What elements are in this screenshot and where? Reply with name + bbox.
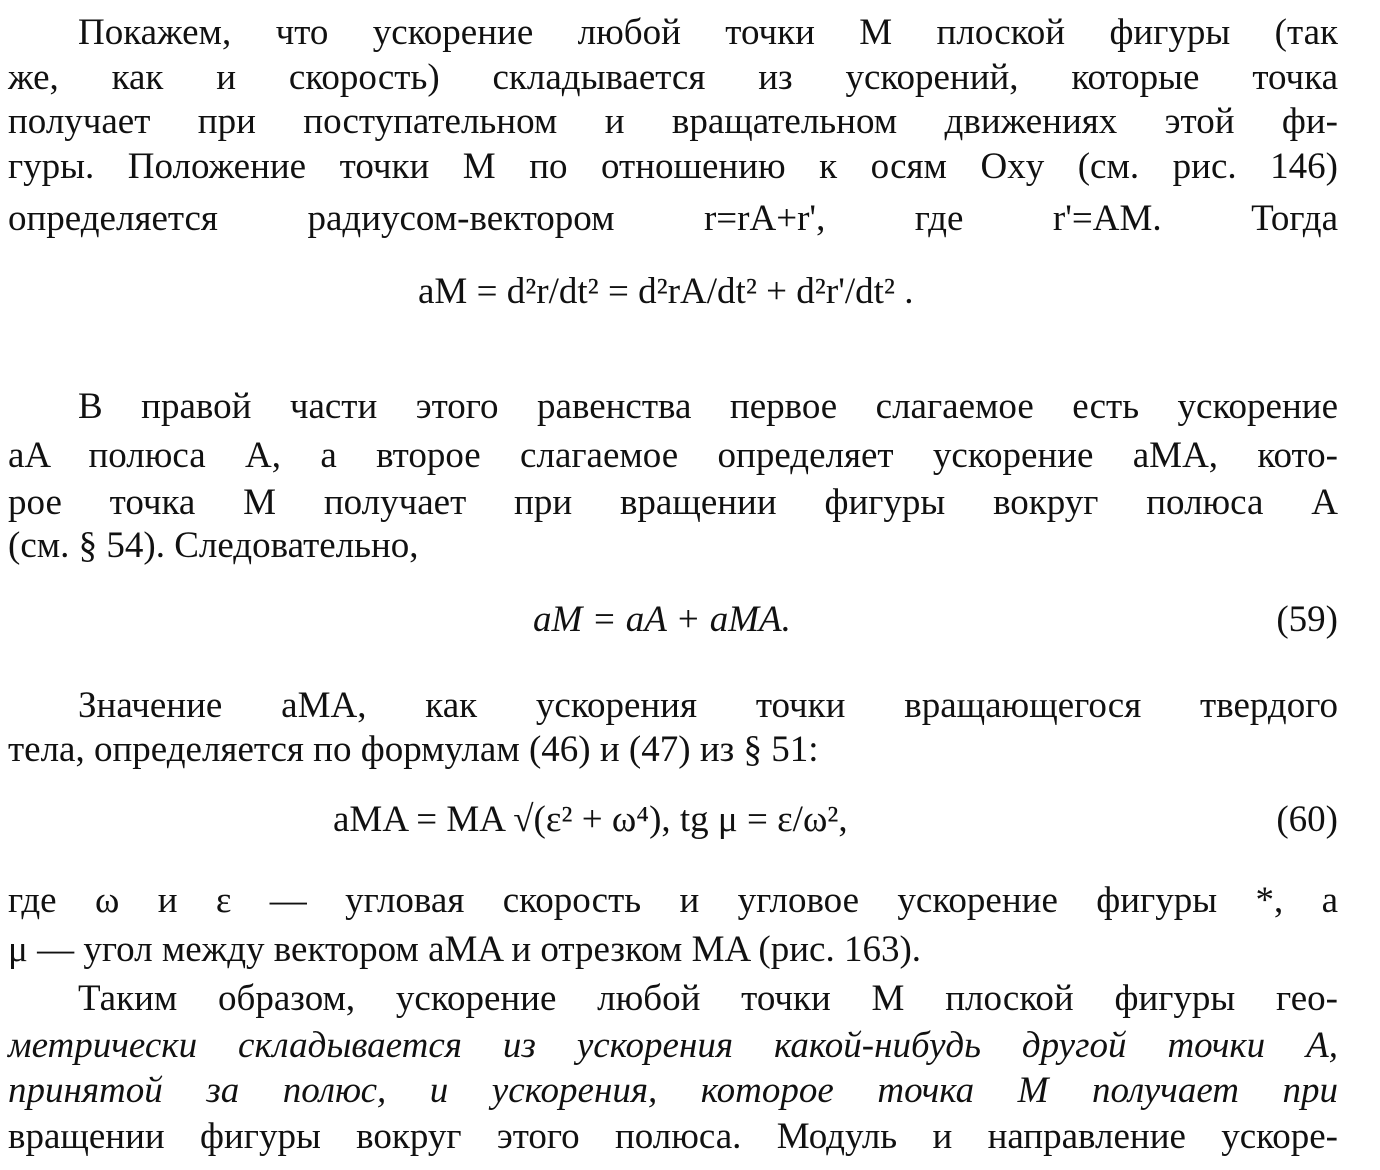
p4-line-2: μ — угол между вектором aMA и отрезком MA (рис. 163). [8,929,922,970]
p2-line-1: В правой части этого равенства первое слагаемое есть ускорение [78,386,1338,427]
p1-line-4: гуры. Положение точки M по отношению к осям Oxy (см. рис. 146) [8,146,1338,187]
p3-line-1: Значение aMA, как ускорения точки вращающегося твердого [78,685,1338,726]
p1-line-2: же, как и скорость) складывается из ускорений, которые точка [8,57,1338,98]
equation-acceleration-derivative: aM = d²r/dt² = d²rA/dt² + d²r'/dt² . [418,271,914,312]
equation-number-59: (59) [1276,599,1338,640]
equation-number-60: (60) [1276,799,1338,840]
p2-line-3: рое точка M получает при вращении фигуры вокруг полюса A [8,482,1338,523]
p1-line-3: получает при поступательном и вращательном движениях этой фи- [8,101,1338,142]
p5-line-3: принятой за полюс, и ускорения, которое точка M получает при [8,1070,1338,1111]
p5-line-2: метрически складывается из ускорения какой-нибудь другой точки A, [8,1025,1338,1066]
p1-line-1: Покажем, что ускорение любой точки M плоской фигуры (так [78,12,1338,53]
equation-59: aM = aA + aMA. [533,599,791,640]
p2-line-4: (см. § 54). Следовательно, [8,525,419,566]
p3-line-2: тела, определяется по формулам (46) и (47) из § 51: [8,729,819,770]
p5-line-1: Таким образом, ускорение любой точки M плоской фигуры гео- [78,978,1338,1019]
p1-line-5: определяется радиусом-вектором r=rA+r', где r'=AM. Тогда [8,198,1338,239]
equation-60: aMA = MA √(ε² + ω⁴), tg μ = ε/ω², [333,799,848,840]
p2-line-2: aA полюса A, а второе слагаемое определяет ускорение aMA, кото- [8,435,1338,476]
p5-line-4: вращении фигуры вокруг этого полюса. Модуль и направление ускоре- [8,1116,1338,1157]
p4-line-1: где ω и ε — угловая скорость и угловое ускорение фигуры *, а [8,880,1338,921]
